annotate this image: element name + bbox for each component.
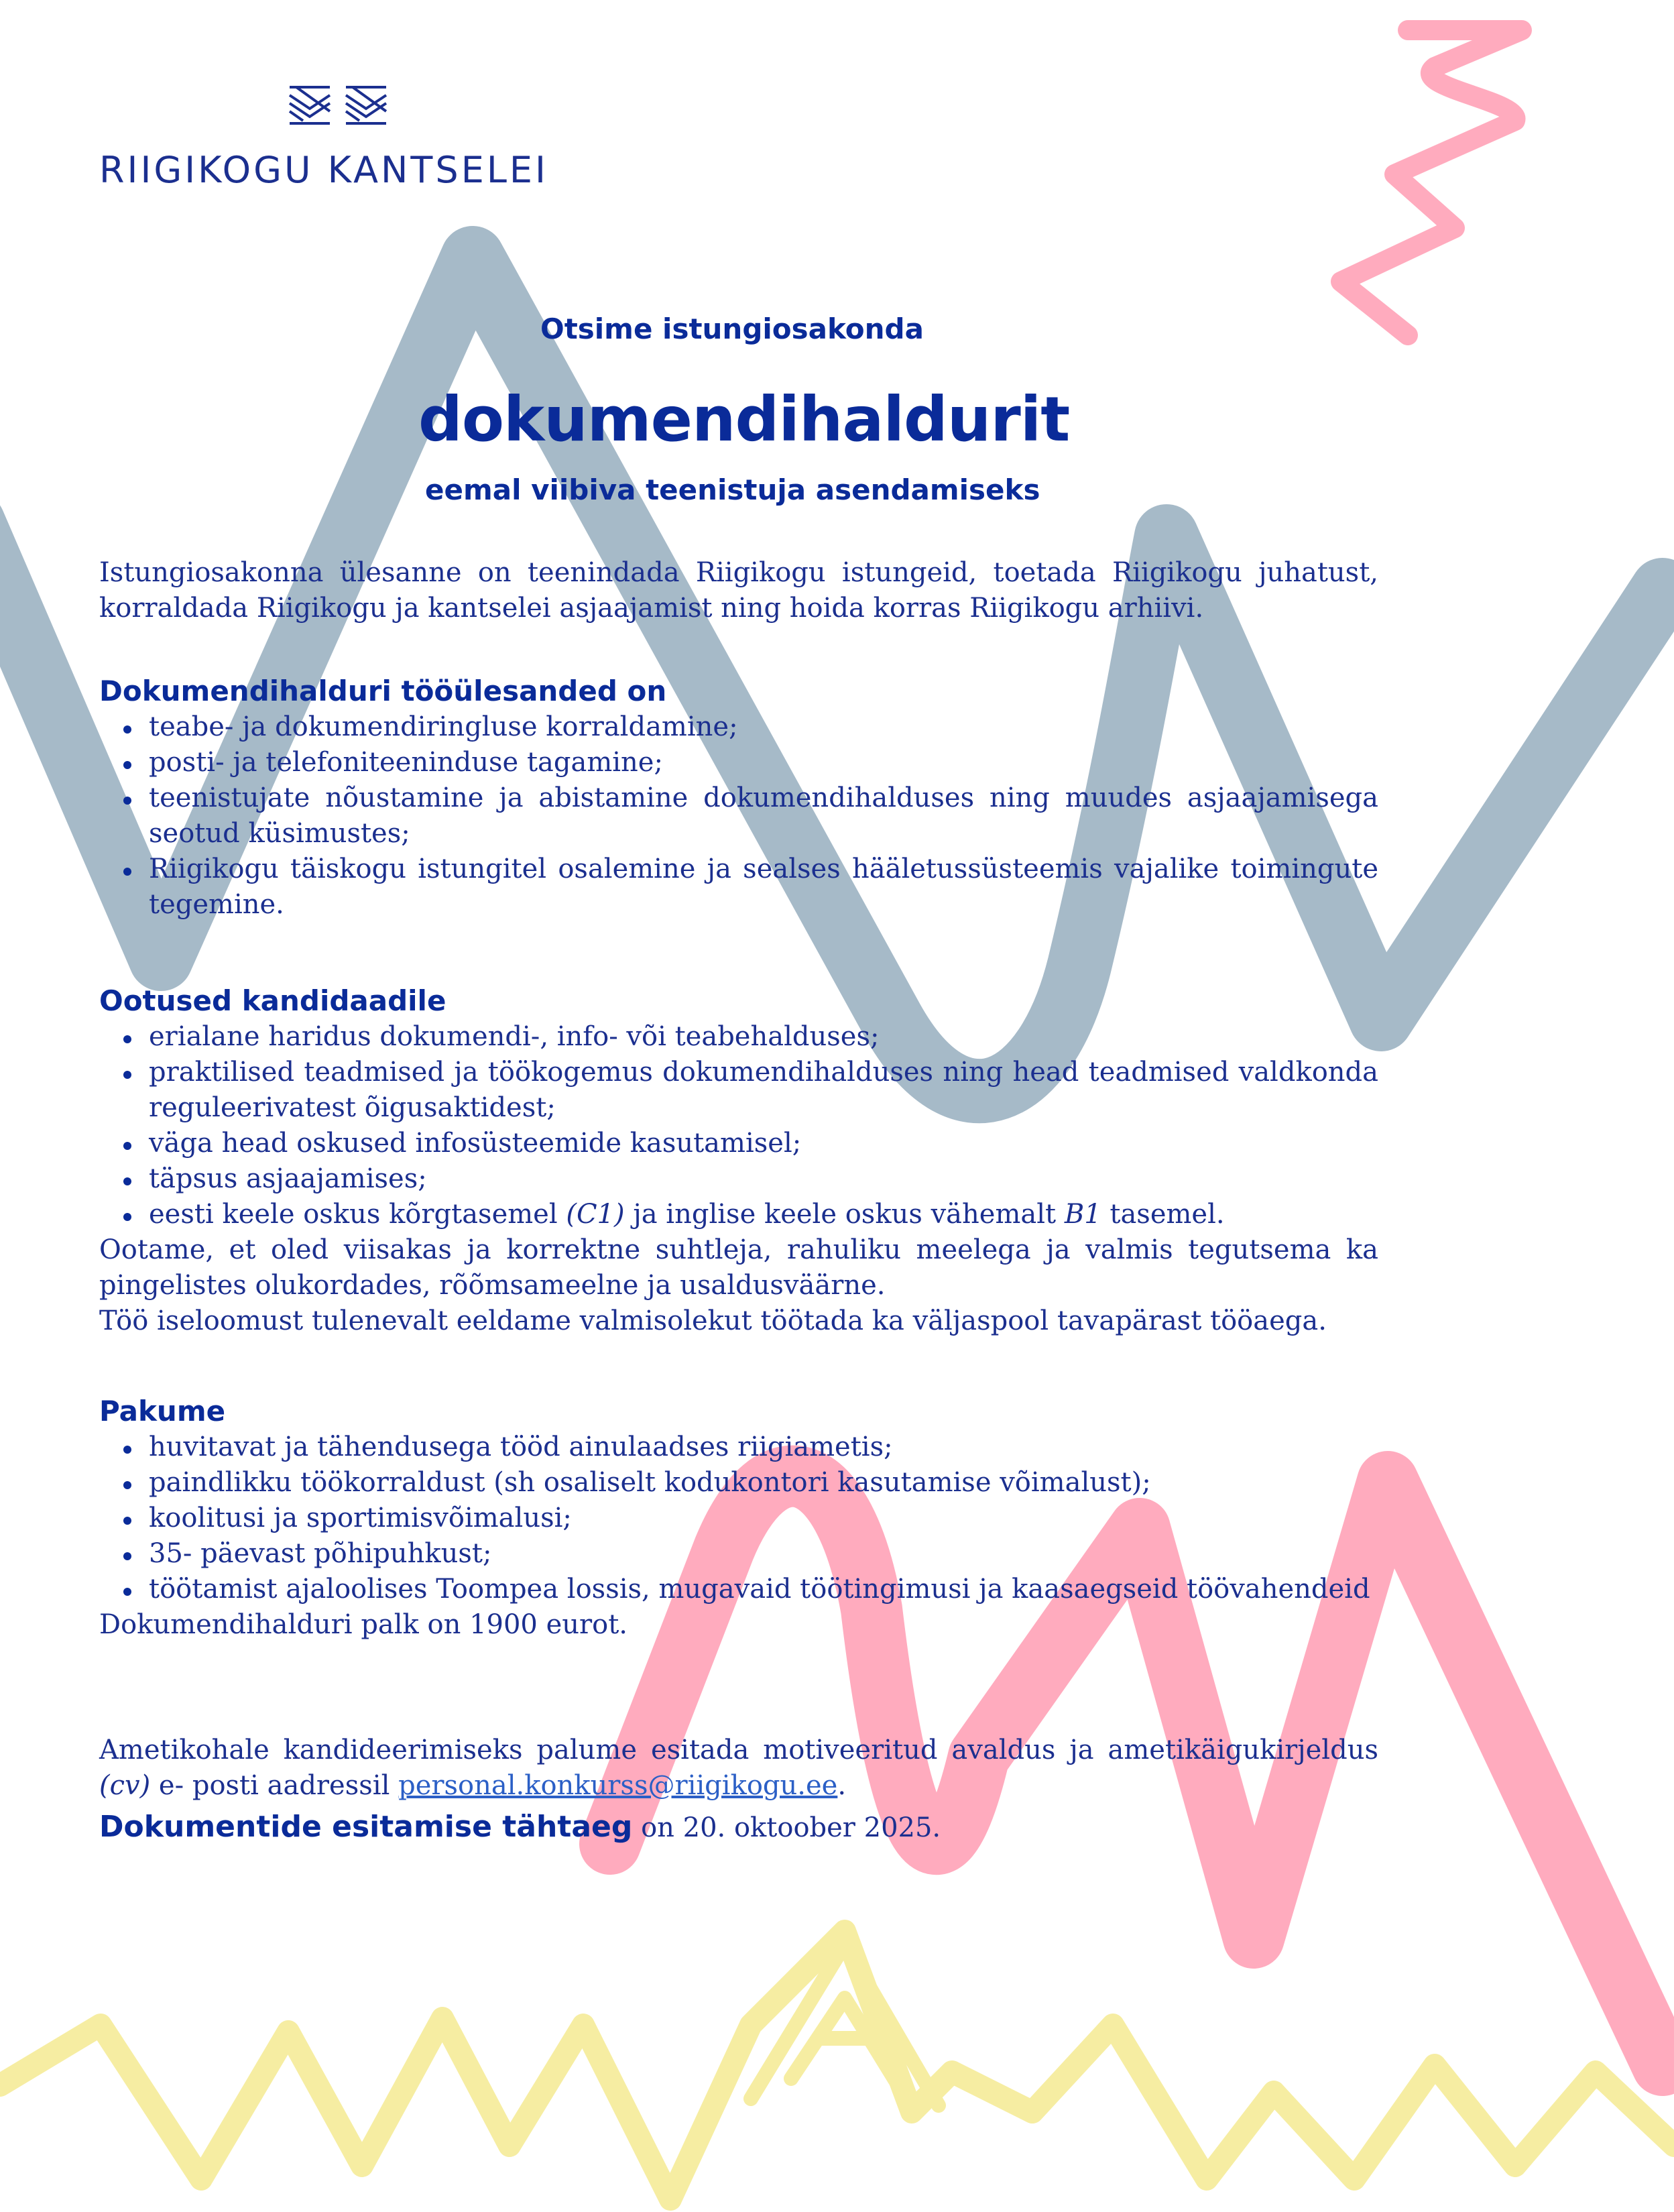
list-item: paindlikku töökorraldust (sh osaliselt kodukontori kasutamise võimalust); [99,1465,1378,1501]
deadline-date: on 20. oktoober 2025. [632,1812,941,1843]
list-item: posti- ja telefoniteeninduse tagamine; [99,745,1378,780]
application-text-1: Ametikohale kandideerimiseks palume esitada motiveeritud avaldus ja ametikäigukirjeldus [99,1735,1378,1765]
offer-list [99,1430,1378,1607]
expectations-section [99,983,1378,1339]
list-item: teabe- ja dokumendiringluse korraldamine; [99,709,1378,745]
duties-list [99,709,1378,923]
expectations-list [99,1019,1378,1232]
list-item: Riigikogu täiskogu istungitel osalemine ja sealses hääletussüsteemis vajalike toimingute tegemine. [99,852,1378,923]
intro-section [99,555,1378,626]
working-hours-paragraph: Töö iseloomust tulenevalt eeldame valmisolekut töötada ka väljaspool tavapärast tööaega. [99,1305,1327,1336]
expectations-paragraph: Ootame, et oled viisakas ja korrektne suhtleja, rahuliku meelega ja valmis tegutsema ka pingelistes olukordades, rõõmsameelne ja usaldusväärne. [99,1234,1378,1301]
intro-paragraph: Istungiosakonna ülesanne on teenindada Riigikogu istungeid, toetada Riigikogu juhatust, korraldada Riigikogu ja kantselei asjaajamist ning hoida korras Riigikogu arhiivi. [99,557,1378,624]
list-item: koolitusi ja sportimisvõimalusi; [99,1501,1378,1536]
language-level-c1: (C1) [566,1199,625,1230]
application-text-3: . [837,1770,847,1801]
application-paragraph [99,1733,1378,1804]
list-item: praktilised teadmised ja töökogemus dokumendihalduses ning head teadmised valdkonda reguleerivatest õigusaktidest; [99,1055,1378,1126]
application-section [99,1733,1378,1804]
language-text-3: tasemel. [1101,1199,1225,1230]
salary-text: Dokumendihalduri palk on 1900 eurot. [99,1609,628,1640]
expectations-heading: Ootused kandidaadile [99,984,446,1017]
duties-heading: Dokumendihalduri tööülesanded on [99,675,667,707]
duties-section [99,673,1378,923]
deadline-label: Dokumentide esitamise tähtaeg [99,1810,633,1844]
list-item-language [99,1197,1378,1232]
deadline-section [99,1809,1378,1846]
list-item: väga head oskused infosüsteemide kasutamisel; [99,1126,1378,1161]
list-item: huvitavat ja tähendusega tööd ainulaadses riigiametis; [99,1430,1378,1465]
list-item: 35- päevast põhipuhkust; [99,1536,1378,1572]
cv-abbreviation: (cv) [99,1770,151,1801]
list-item: töötamist ajaloolises Toompea lossis, mugavaid töötingimusi ja kaasaegseid töövahendeid [99,1572,1378,1607]
email-link[interactable]: personal.konkurss@riigikogu.ee [398,1770,838,1801]
language-level-b1: B1 [1064,1199,1101,1230]
language-text-2: ja inglise keele oskus vähemalt [624,1199,1065,1230]
list-item: erialane haridus dokumendi-, info- või teabehalduses; [99,1019,1378,1055]
headline-kicker: Otsime istungiosakonda [540,312,924,345]
list-item: teenistujate nõustamine ja abistamine dokumendihalduses ning muudes asjaajamisega seotud küsimustes; [99,780,1378,852]
org-name: RIIGIKOGU KANTSELEI [99,149,548,191]
language-text-1: eesti keele oskus kõrgtasemel [149,1199,566,1230]
job-subtitle: eemal viibiva teenistuja asendamiseks [425,473,1040,506]
offer-heading: Pakume [99,1395,226,1428]
deadline-line [99,1809,1378,1846]
offer-section [99,1393,1378,1643]
application-text-2: e- posti aadressil [150,1770,399,1801]
job-title: dokumendihaldurit [418,384,1070,455]
list-item: täpsus asjaajamises; [99,1161,1378,1197]
riigikogu-emblem-icon [287,82,389,129]
